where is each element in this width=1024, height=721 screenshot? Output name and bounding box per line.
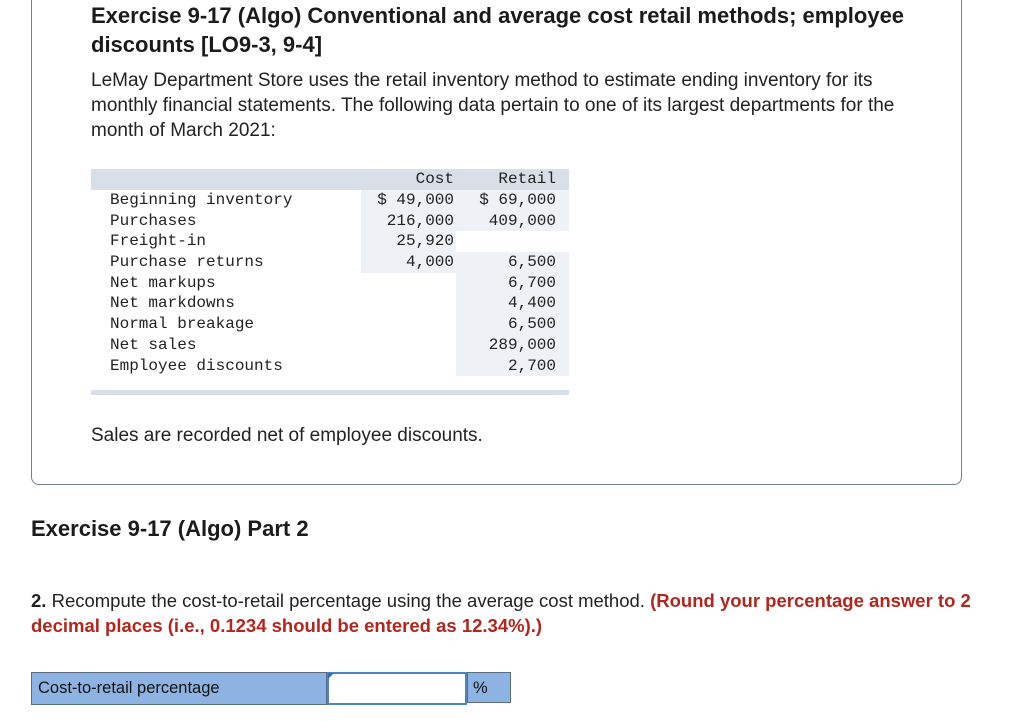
table-row bbox=[91, 293, 569, 314]
table-footer-band bbox=[91, 390, 569, 395]
row-label: Employee discounts bbox=[110, 356, 283, 375]
answer-row bbox=[31, 672, 511, 705]
row-retail-value: 289,000 bbox=[488, 335, 556, 354]
table-row bbox=[91, 252, 569, 273]
row-label: Net markups bbox=[110, 273, 216, 292]
input-flag-icon bbox=[328, 673, 334, 679]
question-number: 2. bbox=[31, 590, 47, 611]
row-cost-value: $ 49,000 bbox=[377, 191, 454, 209]
row-retail-value: 2,700 bbox=[507, 356, 556, 375]
column-header-cost: Cost bbox=[415, 170, 454, 188]
row-retail-value: 6,500 bbox=[507, 315, 556, 334]
row-cost-value: 4,000 bbox=[405, 253, 454, 272]
exercise-intro: LeMay Department Store uses the retail inventory method to estimate ending inventory for its monthly financial statements. The following data pertain to one of its largest departments for the month of March 2021: bbox=[91, 70, 895, 141]
row-label: Purchases bbox=[110, 211, 197, 230]
cost-to-retail-percentage-input-box[interactable] bbox=[327, 672, 467, 705]
question-rounding-hint: (Round your percentage answer to 2 decimal places (i.e., 0.1234 should be entered as 12.34%).) bbox=[31, 590, 971, 636]
row-retail-value: $ 69,000 bbox=[479, 191, 556, 209]
table-row bbox=[91, 314, 569, 335]
exercise-note: Sales are recorded net of employee discounts. bbox=[91, 425, 483, 446]
table-row bbox=[91, 190, 569, 211]
table-body bbox=[91, 190, 569, 376]
inventory-data-table bbox=[91, 169, 569, 395]
answer-label: Cost-to-retail percentage bbox=[31, 672, 327, 705]
table-row bbox=[91, 335, 569, 356]
cost-to-retail-percentage-input[interactable] bbox=[329, 674, 465, 701]
row-label: Beginning inventory bbox=[110, 191, 293, 209]
row-label: Net markdowns bbox=[110, 294, 235, 313]
row-label: Normal breakage bbox=[110, 315, 255, 334]
table-row bbox=[91, 273, 569, 294]
part-title: Exercise 9-17 (Algo) Part 2 bbox=[31, 516, 309, 541]
row-retail-value: 6,500 bbox=[507, 253, 556, 272]
row-cost-value: 25,920 bbox=[396, 232, 454, 251]
row-retail-value: 409,000 bbox=[488, 211, 556, 230]
row-label: Purchase returns bbox=[110, 253, 264, 272]
exercise-title: Exercise 9-17 (Algo) Conventional and average cost retail methods; employee discounts [LO9-3, 9-4] bbox=[91, 3, 905, 57]
row-label: Net sales bbox=[110, 335, 197, 354]
table-row bbox=[91, 356, 569, 377]
column-header-retail: Retail bbox=[498, 170, 556, 188]
table-row bbox=[91, 231, 569, 252]
row-cost-value: 216,000 bbox=[386, 211, 454, 230]
row-retail-value: 4,400 bbox=[507, 294, 556, 313]
row-label: Freight-in bbox=[110, 232, 207, 251]
table-row bbox=[91, 211, 569, 232]
row-retail-value: 6,700 bbox=[507, 273, 556, 292]
question-body: Recompute the cost-to-retail percentage using the average cost method. bbox=[46, 590, 651, 611]
percent-unit-label: % bbox=[467, 672, 511, 703]
table-header-row bbox=[91, 169, 569, 190]
question-text bbox=[31, 588, 1016, 638]
